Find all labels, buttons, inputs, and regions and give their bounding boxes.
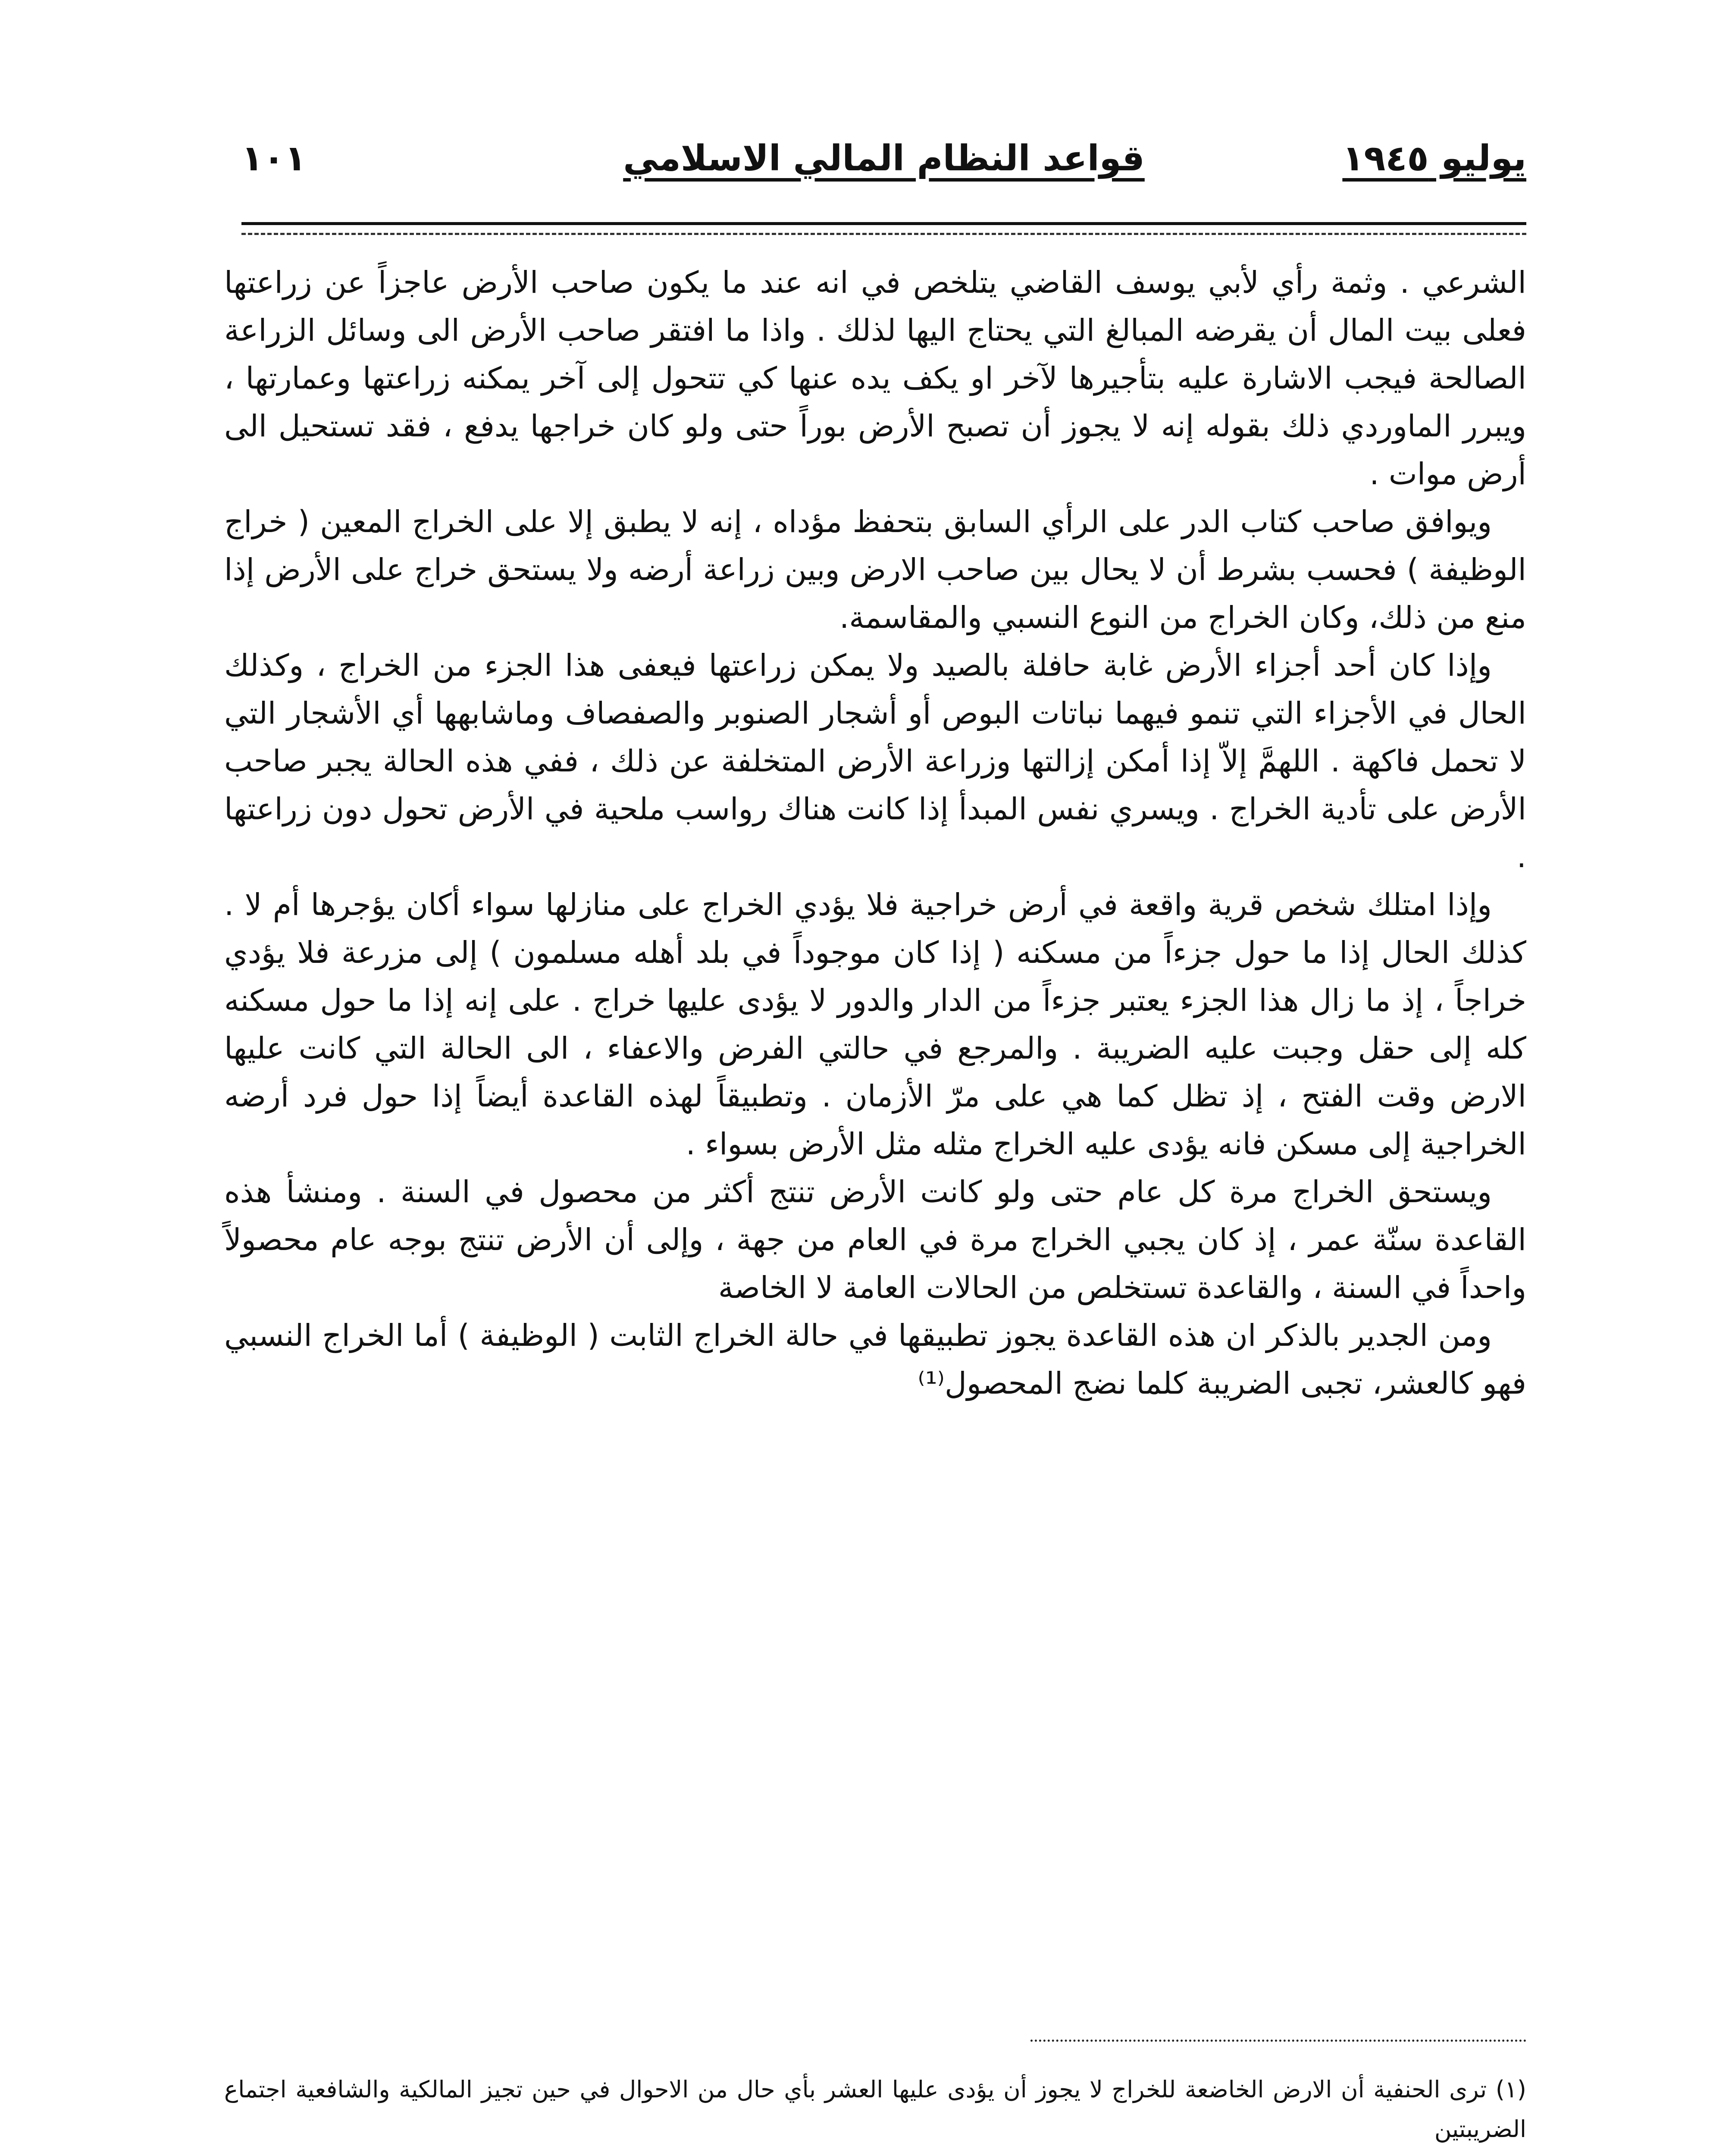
paragraph-5: ويستحق الخراج مرة كل عام حتى ولو كانت الأرض تنتج أكثر من محصول في السنة . ومنشأ هذه القاعدة سنّة عمر ، إذ كان يجبي الخراج مرة في العام من جهة ، وإلى أن الأرض تنتج بوجه عام محصولاً واحداً في السنة ، والقاعدة تستخلص من الحالات العامة لا الخاصة (224, 1174, 1526, 1305)
footnote (224, 2070, 1526, 2149)
body-text (224, 259, 1526, 1407)
header-divider (241, 222, 1526, 225)
header-date: يوليو ١٩٤٥ (1342, 138, 1526, 179)
paragraph-4: وإذا امتلك شخص قرية واقعة في أرض خراجية فلا يؤدي الخراج على منازلها سواء أكان يؤجرها أم لا . كذلك الحال إذا ما حول جزءاً من مسكنه ( إذا كان موجوداً في بلد أهله مسلمون ) إلى مزرعة فلا يؤدي خراجاً ، إذ ما زال هذا الجزء يعتبر جزءاً من الدار والدور لا يؤدى عليها خراج . على إنه إذا ما حول مسكنه كله إلى حقل وجبت عليه الضريبة . والمرجع في حالتي الفرض والاعفاء ، الى الحالة التي كانت عليها الارض وقت الفتح ، إذ تظل كما هي على مرّ الأزمان . وتطبيقاً لهذه القاعدة أيضاً إذا حول فرد أرضه الخراجية إلى مسكن فانه يؤدى عليه الخراج مثله مثل الأرض بسواء . (224, 887, 1526, 1162)
paragraph-2: ويوافق صاحب كتاب الدر على الرأي السابق بتحفظ مؤداه ، إنه لا يطبق إلا على الخراج المعين ( خراج الوظيفة ) فحسب بشرط أن لا يحال بين صاحب الارض وبين زراعة أرضه ولا يستحق خراج على الأرض إذا منع من ذلك، وكان الخراج من النوع النسبي والمقاسمة. (224, 504, 1526, 635)
page-number: ١٠١ (241, 138, 307, 179)
footnote-text: (١) ترى الحنفية أن الارض الخاضعة للخراج لا يجوز أن يؤدى عليها العشر بأي حال من الاحوال في حين تجيز المالكية والشافعية اجتماع الضريبتين (224, 2076, 1526, 2143)
paragraph-3: وإذا كان أحد أجزاء الأرض غابة حافلة بالصيد ولا يمكن زراعتها فيعفى هذا الجزء من الخراج ، وكذلك الحال في الأجزاء التي تنمو فيهما نباتات البوص أو أشجار الصنوبر والصفصاف وماشابهها أي الأشجار التي لا تحمل فاكهة . اللهمَّ إلاّ إذا أمكن إزالتها وزراعة الأرض المتخلفة عن ذلك ، ففي هذه الحالة يجبر صاحب الأرض على تأدية الخراج . ويسري نفس المبدأ إذا كانت هناك رواسب ملحية في الأرض تحول دون زراعتها . (224, 648, 1526, 874)
footnote-divider (1030, 2040, 1526, 2042)
running-title: قواعد النظام المالي الاسلامي (623, 138, 1145, 179)
header-divider-dashed (241, 233, 1526, 235)
paragraph-1: الشرعي . وثمة رأي لأبي يوسف القاضي يتلخص في انه عند ما يكون صاحب الأرض عاجزاً عن زراعتها فعلى بيت المال أن يقرضه المبالغ التي يحتاج اليها لذلك . واذا ما افتقر صاحب الأرض الى وسائل الزراعة الصالحة فيجب الاشارة عليه بتأجيرها لآخر او يكف يده عنها كي تتحول إلى آخر يمكنه زراعتها وعمارتها ، ويبرر الماوردي ذلك بقوله إنه لا يجوز أن تصبح الأرض بوراً حتى ولو كان خراجها يدفع ، فقد تستحيل الى أرض موات . (224, 265, 1526, 492)
page-header (241, 129, 1526, 198)
paragraph-6: ومن الجدير بالذكر ان هذه القاعدة يجوز تطبيقها في حالة الخراج الثابت ( الوظيفة ) أما الخراج النسبي فهو كالعشر، تجبى الضريبة كلما نضج المحصول⁽¹⁾ (224, 1318, 1526, 1401)
